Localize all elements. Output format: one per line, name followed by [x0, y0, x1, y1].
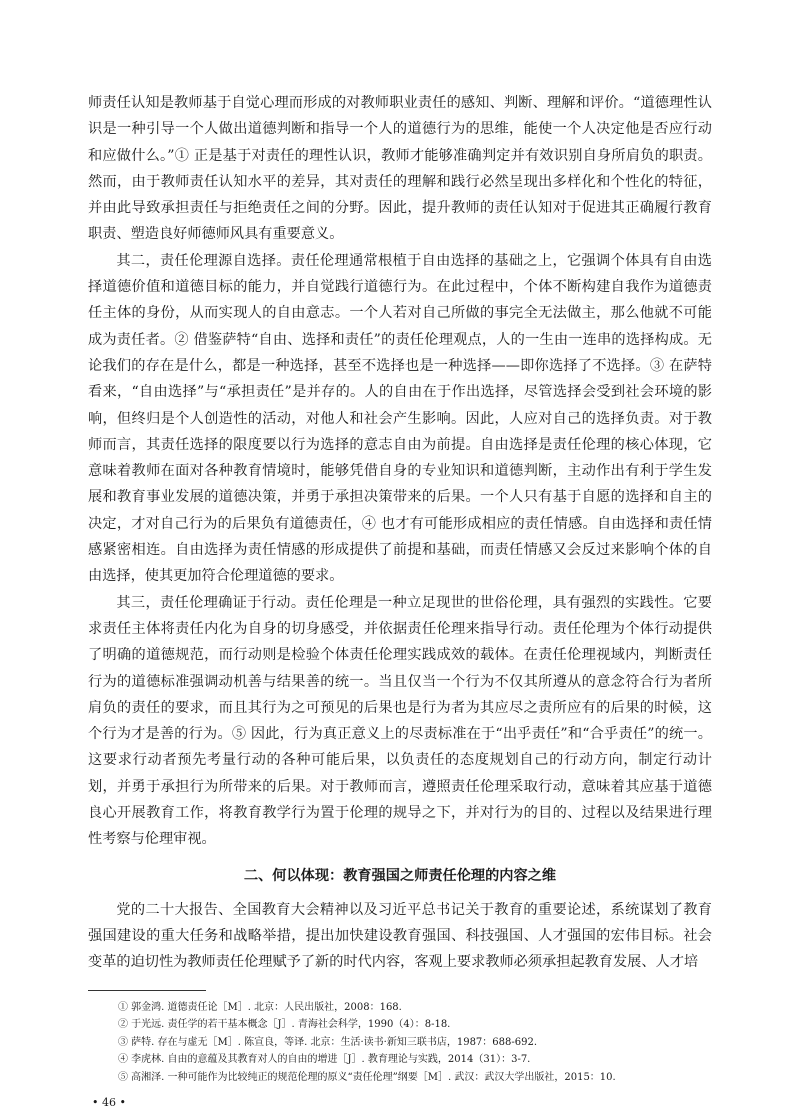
body-paragraph: 其三，责任伦理确证于行动。责任伦理是一种立足现世的世俗伦理，具有强烈的实践性。它要求责任主体将责任内化为自身的切身感受，并依据责任伦理来指导行动。责任伦理为个体行动提供了明确的道德规范，而行动则是检验个体责任伦理实践成效的载体。在责任伦理视域内，判断责任行为的道德标准强调动机善与结果善的统一。当且仅当一个行为不仅其所遵从的意念符合行为者所肩负的责任的要求，而且其行为之可预见的后果也是行为者为其应尽之责所应有的后果的时候，这个行为才是善的行为。⑤ 因此，行为真正意义上的尽责标准在于“出乎责任”和“合乎责任”的统一。这要求行动者预先考量行动的各种可能后果，以负责任的态度规划自己的行动方向，制定行动计划，并勇于承担行为所带来的后果。对于教师而言，遵照责任伦理采取行动，意味着其应基于道德良心开展教育工作，将教育教学行为置于伦理的规导之下，并对行为的目的、过程以及结果进行理性考察与伦理审视。: [88, 594, 712, 848]
page-body: [88, 90, 712, 1116]
body-paragraph: 党的二十大报告、全国教育大会精神以及习近平总书记关于教育的重要论述，系统谋划了教育强国建设的重大任务和战略举措，提出加快建设教育强国、科技强国、人才强国的宏伟目标。社会变革的迫切性为教师责任伦理赋予了新的时代内容，客观上要求教师必须承担起教育发展、人才培: [88, 901, 712, 971]
footnote-divider: [88, 990, 206, 991]
section-heading: 二、何以体现：教育强国之师责任伦理的内容之维: [243, 867, 557, 884]
footnote: ① 郭金鸿. 道德责任论［M］. 北京：人民出版社，2008：168.: [118, 1001, 402, 1013]
footnote: ② 于光远. 责任学的若干基本概念［J］. 青海社会科学，1990（4）：8-18.: [118, 1019, 451, 1030]
body-paragraph: 其二，责任伦理源自选择。责任伦理通常根植于自由选择的基础之上，它强调个体具有自由选择道德价值和道德目标的能力，并自觉践行道德行为。在此过程中，个体不断构建自我作为道德责任主体的身份，从而实现人的自由意志。一个人若对自己所做的事完全无法做主，那么他就不可能成为责任者。② 借鉴萨特“自由、选择和责任”的责任伦理观点，人的一生由一连串的选择构成。无论我们的存在是什么，都是一种选择，甚至不选择也是一种选择——即你选择了不选择。③ 在萨特看来，“自由选择”与“承担责任”是并存的。人的自由在于作出选择，尽管选择会受到社会环境的影响，但终归是个人创造性的活动，对他人和社会产生影响。因此，人应对自己的选择负责。对于教师而言，其责任选择的限度要以行为选择的意志自由为前提。自由选择是责任伦理的核心体现，它意味着教师在面对各种教育情境时，能够凭借自身的专业知识和道德判断，主动作出有利于学生发展和教育事业发展的道德决策，并勇于承担决策带来的后果。一个人只有基于自愿的选择和自主的决定，才对自己行为的后果负有道德责任，④ 也才有可能形成相应的责任情感。自由选择和责任情感紧密相连。自由选择为责任情感的形成提供了前提和基础，而责任情感又会反过来影响个体的自由选择，使其更加符合伦理道德的要求。: [88, 252, 712, 585]
body-paragraph: 师责任认知是教师基于自觉心理而形成的对教师职业责任的感知、判断、理解和评价。“道德理性认识是一种引导一个人做出道德判断和指导一个人的道德行为的思维，能使一个人决定他是否应行动和应做什么。”① 正是基于对责任的理性认识，教师才能够准确判定并有效识别自身所肩负的职责。然而，由于教师责任认知水平的差异，其对责任的理解和践行必然呈现出多样化和个性化的特征，并由此导致承担责任与拒绝责任之间的分野。因此，提升教师的责任认知对于促进其正确履行教育职责、塑造良好师德师风具有重要意义。: [88, 95, 712, 243]
page-number: • 46 •: [92, 1096, 126, 1109]
footnote: ⑤ 高湘泽. 一种可能作为比较纯正的规范伦理的原义“责任伦理”纲要［M］. 武汉：武汉大学出版社，2015：10.: [118, 1071, 616, 1083]
footnote: ③ 萨特. 存在与虚无［M］. 陈宣良，等译. 北京：生活·读书·新知三联书店，1987：688-692.: [118, 1036, 538, 1048]
footnote: ④ 李虎林. 自由的意蕴及其教育对人的自由的增进［J］. 教育理论与实践，2014（31）：3-7.: [118, 1054, 531, 1065]
